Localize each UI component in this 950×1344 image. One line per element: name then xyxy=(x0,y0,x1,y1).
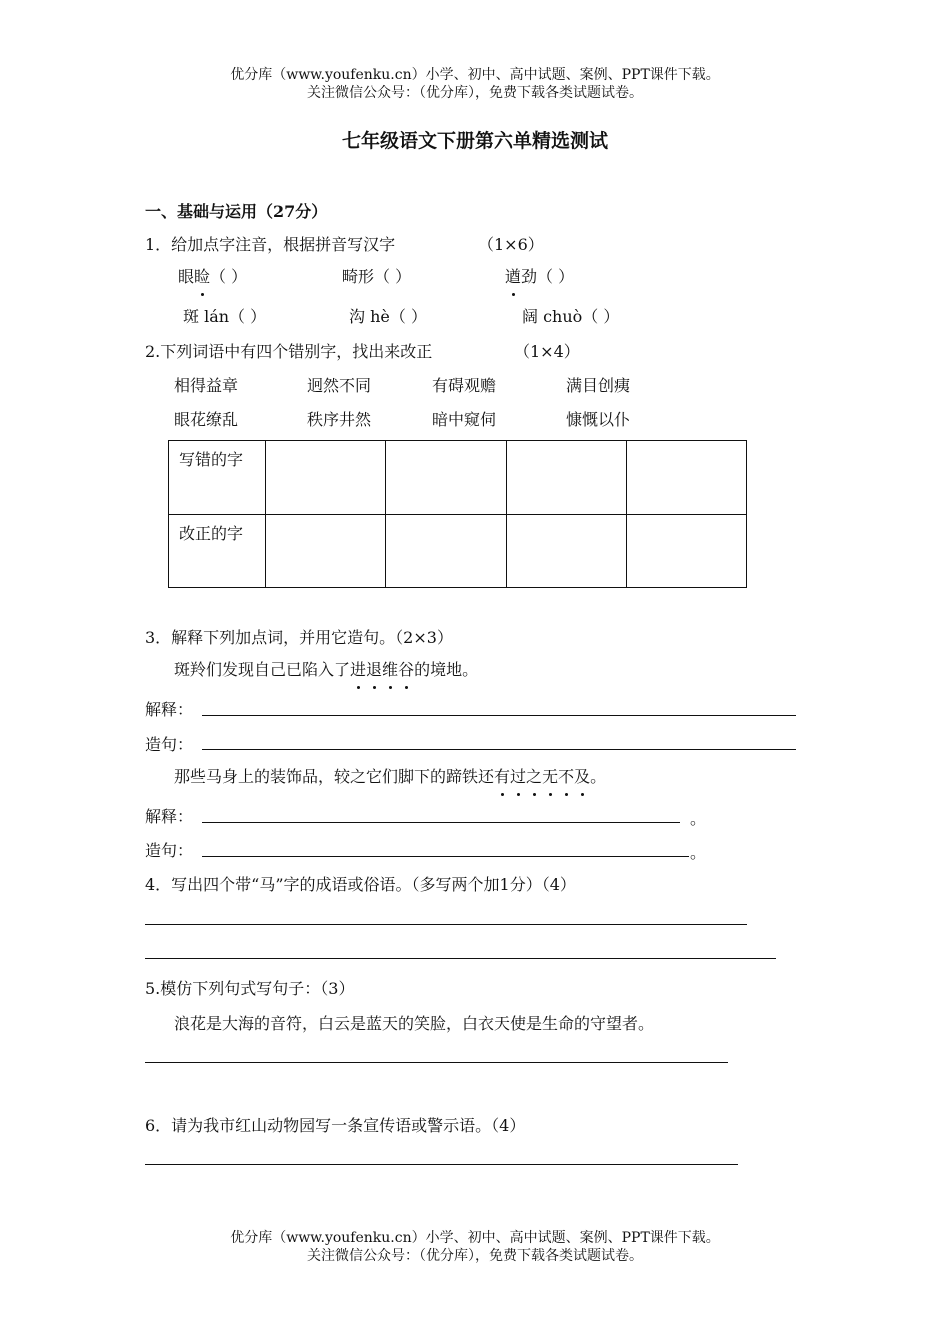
q2-word: 秩序井然 xyxy=(307,410,372,429)
explain-label: 解释： xyxy=(145,807,194,826)
header-line-1: 优分库（www.youfenku.cn）小学、初中、高中试题、案例、PPT课件下载。 xyxy=(230,67,720,83)
end-mark: 。 xyxy=(690,843,707,862)
answer-line[interactable] xyxy=(202,749,796,750)
answer-cell[interactable] xyxy=(266,441,386,515)
answer-cell[interactable] xyxy=(386,441,506,515)
correction-table xyxy=(168,440,747,588)
answer-cell[interactable] xyxy=(626,514,746,588)
answer-line[interactable] xyxy=(145,924,747,925)
q6-prompt: 6．请为我市红山动物园写一条宣传语或警示语。（4） xyxy=(145,1116,526,1135)
answer-line[interactable] xyxy=(145,958,776,959)
answer-cell[interactable] xyxy=(626,441,746,515)
answer-line[interactable] xyxy=(145,1062,728,1063)
table-row xyxy=(169,441,747,515)
answer-cell[interactable] xyxy=(506,514,626,588)
sentence-label: 造句： xyxy=(145,841,194,860)
answer-cell[interactable] xyxy=(506,441,626,515)
q1-item-1: 眼睑（ ） xyxy=(178,264,247,287)
q2-prompt: 2.下列词语中有四个错别字，找出来改正 xyxy=(145,342,433,361)
q2-word: 迥然不同 xyxy=(307,376,372,395)
table-row xyxy=(169,514,747,588)
sentence-label: 造句： xyxy=(145,735,194,754)
q2-word: 眼花缭乱 xyxy=(174,410,239,429)
q2-word: 慷慨以仆 xyxy=(566,410,631,429)
q2-word: 满目创痍 xyxy=(566,376,631,395)
q2-word: 有碍观赡 xyxy=(432,376,497,395)
answer-line[interactable] xyxy=(202,715,796,716)
q5-prompt: 5.模仿下列句式写句子：（3） xyxy=(145,979,355,998)
q4-prompt: 4．写出四个带“马”字的成语或俗语。（多写两个加1分）（4） xyxy=(145,875,576,894)
answer-cell[interactable] xyxy=(386,514,506,588)
answer-line[interactable] xyxy=(145,1164,738,1165)
q1-item-2: 畸形（ ） xyxy=(342,267,412,286)
answer-line[interactable] xyxy=(202,822,680,823)
table-label-corrected: 改正的字 xyxy=(169,514,266,588)
q1-item-6: 阔 chuò（ ） xyxy=(522,307,620,326)
q3-sentence-2: 那些马身上的装饰品，较之它们脚下的蹄铁还有过之无不及。 xyxy=(174,764,606,787)
q1-score: （1×6） xyxy=(478,235,544,254)
page-title: 七年级语文下册第六单精选测试 xyxy=(341,130,608,152)
table-label-wrong: 写错的字 xyxy=(169,441,266,515)
q1-item-3: 遒劲（ ） xyxy=(505,264,574,287)
q1-item-5: 沟 hè（ ） xyxy=(349,307,427,326)
q2-score: （1×4） xyxy=(514,342,580,361)
q3-sentence-1: 斑羚们发现自己已陷入了进退维谷的境地。 xyxy=(174,657,478,680)
explain-label: 解释： xyxy=(145,700,194,719)
q1-item-4: 斑 lán（ ） xyxy=(183,307,267,326)
answer-line[interactable] xyxy=(202,856,689,857)
q5-example: 浪花是大海的音符，白云是蓝天的笑脸，白衣天使是生命的守望者。 xyxy=(174,1014,655,1033)
q2-word: 暗中窥伺 xyxy=(432,410,497,429)
footer-line-2: 关注微信公众号：（优分库），免费下载各类试题试卷。 xyxy=(307,1248,643,1264)
section-heading: 一、基础与运用（27分） xyxy=(145,202,328,221)
end-mark: 。 xyxy=(690,809,707,828)
footer-line-1: 优分库（www.youfenku.cn）小学、初中、高中试题、案例、PPT课件下载。 xyxy=(230,1230,720,1246)
q1-prompt: 1．给加点字注音，根据拼音写汉字 xyxy=(145,235,396,254)
header-line-2: 关注微信公众号：（优分库），免费下载各类试题试卷。 xyxy=(307,85,643,101)
q3-prompt: 3．解释下列加点词，并用它造句。（2×3） xyxy=(145,628,453,647)
q2-word: 相得益章 xyxy=(174,376,239,395)
answer-cell[interactable] xyxy=(266,514,386,588)
